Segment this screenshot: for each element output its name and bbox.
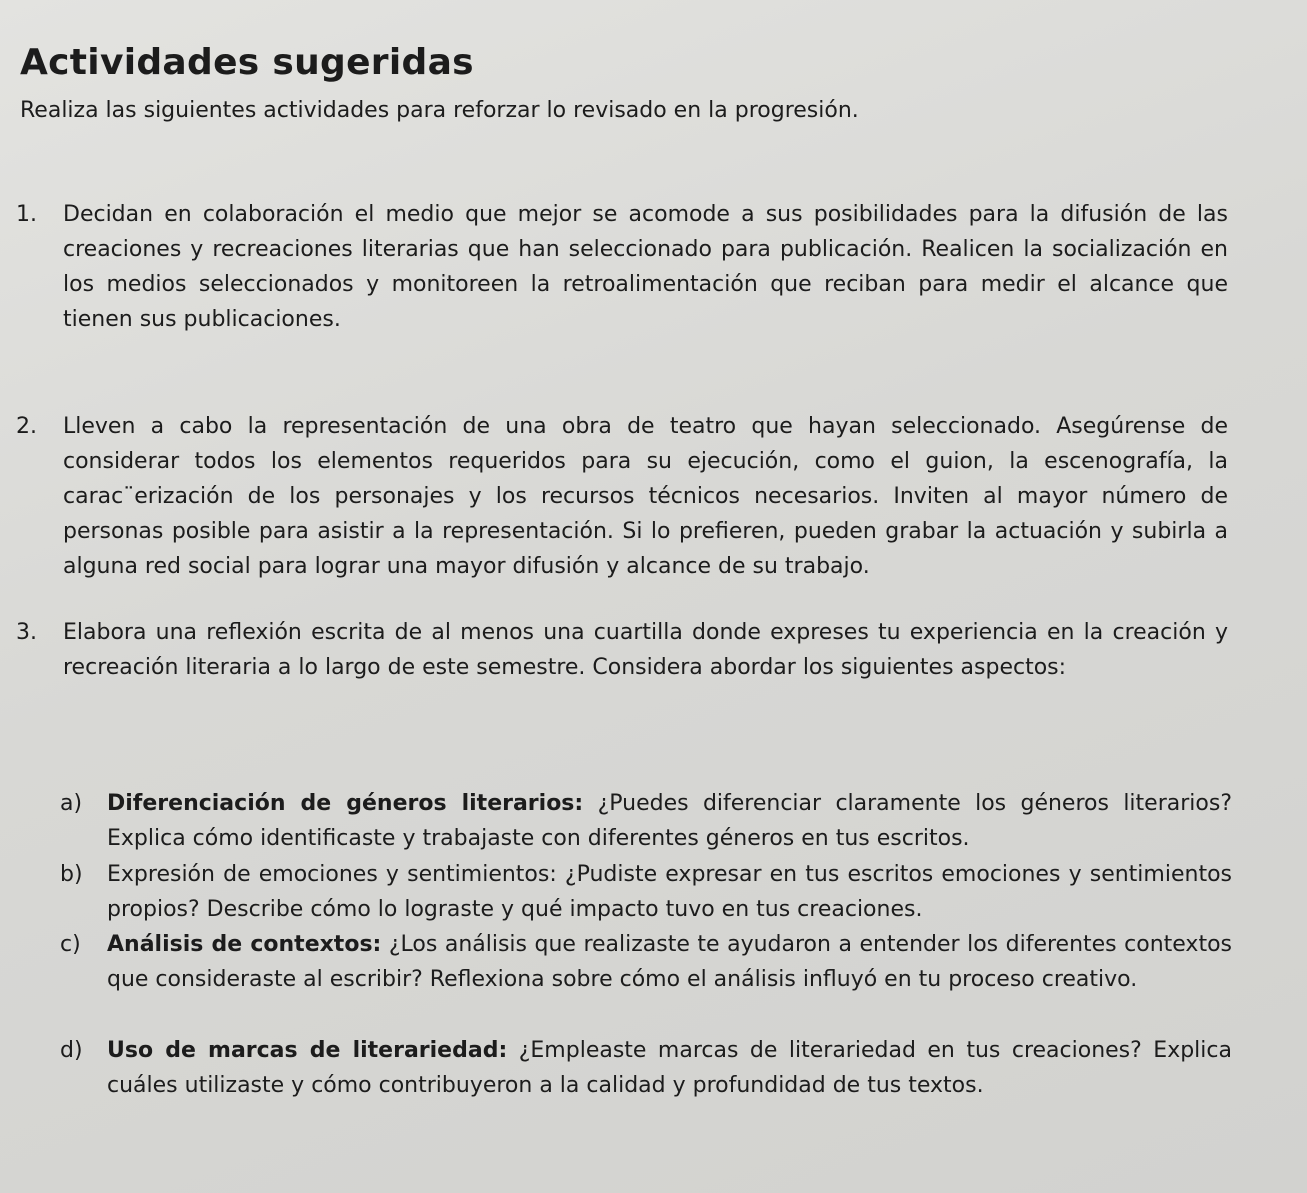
activity-text: Decidan en colaboración el medio que mejor se acomode a sus posibilidades para la difusión de las creaciones y recreaciones literarias que han seleccionado para publicación. Realicen la socialización en los medios seleccionados y monitoreen la retroalimentación que reciban para medir el alcance que tienen sus publicaciones. [63, 202, 1228, 332]
activity-item-3 [16, 615, 1228, 685]
aspect-lead: Expresión de emociones y sentimientos: [107, 862, 557, 887]
aspect-lead: Uso de marcas de literariedad: [107, 1038, 508, 1063]
aspect-letter: b) [60, 862, 83, 887]
aspect-text-block [107, 927, 1232, 997]
aspect-text-block [107, 1033, 1232, 1103]
aspect-item-c [60, 927, 1232, 997]
activity-number: 2. [16, 414, 37, 439]
activity-item-1 [16, 197, 1228, 337]
aspect-letter: a) [60, 791, 83, 816]
activity-item-2 [16, 409, 1228, 584]
aspect-letter: d) [60, 1038, 83, 1063]
aspect-text: ¿Empleaste marcas de literariedad en tus creaciones? Explica cuáles utilizaste y cómo contribuyeron a la calidad y profundidad de tus textos. [107, 1038, 1232, 1098]
aspect-item-d [60, 1033, 1232, 1103]
activity-number: 1. [16, 202, 37, 227]
activity-number: 3. [16, 620, 37, 645]
aspect-text: ¿Puedes diferenciar claramente los géneros literarios? Explica cómo identificaste y trabajaste con diferentes géneros en tus escritos. [107, 791, 1232, 851]
aspect-lead: Diferenciación de géneros literarios: [107, 791, 584, 816]
aspect-item-a [60, 786, 1232, 856]
aspect-text-block [107, 786, 1232, 856]
activity-text: Elabora una reflexión escrita de al menos una cuartilla donde expreses tu experiencia en la creación y recreación literaria a lo largo de este semestre. Considera abordar los siguientes aspectos: [63, 620, 1228, 680]
aspect-text-block [107, 857, 1232, 927]
activity-text: Lleven a cabo la representación de una obra de teatro que hayan seleccionado. Asegúrense de considerar todos los elementos requeridos para su ejecución, como el guion, la escenografía, la carac¨erización de los personajes y los recursos técnicos necesarios. Inviten al mayor número de personas posible para asistir a la representación. Si lo prefieren, pueden grabar la actuación y subirla a alguna red social para lograr una mayor difusión y alcance de su trabajo. [63, 414, 1228, 579]
aspect-item-b [60, 857, 1232, 927]
aspect-text: ¿Pudiste expresar en tus escritos emociones y sentimientos propios? Describe cómo lo lograste y qué impacto tuvo en tus creaciones. [107, 862, 1232, 922]
aspect-letter: c) [60, 932, 81, 957]
page-title: Actividades sugeridas [20, 42, 474, 83]
intro-text: Realiza las siguientes actividades para reforzar lo revisado en la progresión. [20, 98, 859, 123]
aspect-lead: Análisis de contextos: [107, 932, 382, 957]
aspect-text: ¿Los análisis que realizaste te ayudaron a entender los diferentes contextos que consideraste al escribir? Reflexiona sobre cómo el análisis influyó en tu proceso creativo. [107, 932, 1232, 992]
